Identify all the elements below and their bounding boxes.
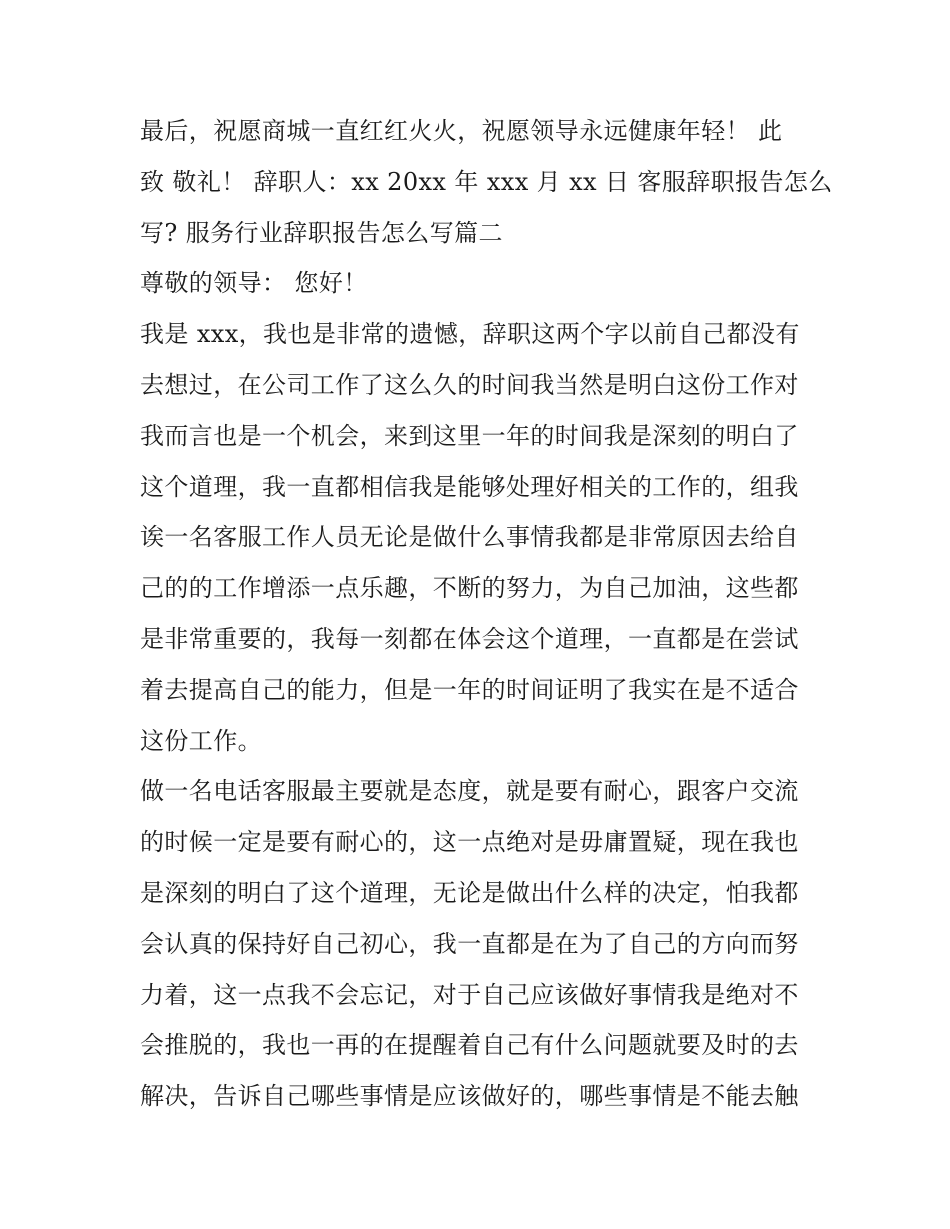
text-line: 的时候一定是要有耐心的，这一点绝对是毋庸置疑，现在我也 <box>140 828 799 857</box>
text-line: 是非常重要的，我每一刻都在体会这个道理，一直都是在尝试 <box>140 624 799 653</box>
text-line: 会认真的保持好自己初心，我一直都是在为了自己的方向而努 <box>140 929 799 958</box>
text-line: 诶一名客服工作人员无论是做什么事情我都是非常原因去给自 <box>140 523 799 552</box>
text-line: 我是 xxx，我也是非常的遗憾，辞职这两个字以前自己都没有 <box>140 320 800 349</box>
salutation-line: 尊敬的领导： 您好！ <box>140 269 368 298</box>
text-line: 会推脱的，我也一再的在提醒着自己有什么问题就要及时的去 <box>140 1031 799 1060</box>
text-line: 去想过，在公司工作了这么久的时间我当然是明白这份工作对 <box>140 370 799 399</box>
text-line: 这个道理，我一直都相信我是能够处理好相关的工作的，组我 <box>140 472 799 501</box>
text-line: 写? 服务行业辞职报告怎么写篇二 <box>140 218 503 247</box>
text-line: 着去提高自己的能力，但是一年的时间证明了我实在是不适合 <box>140 675 799 704</box>
text-line: 是深刻的明白了这个道理，无论是做出什么样的决定，怕我都 <box>140 878 799 907</box>
text-line: 己的的工作增添一点乐趣，不断的努力，为自己加油，这些都 <box>140 574 799 603</box>
text-line: 这份工作。 <box>140 726 262 755</box>
text-line: 做一名电话客服最主要就是态度，就是要有耐心，跟客户交流 <box>140 777 799 806</box>
text-line: 致 敬礼！ 辞职人：xx 20xx 年 xxx 月 xx 日 客服辞职报告怎么 <box>140 167 833 196</box>
text-line: 最后，祝愿商城一直红红火火，祝愿领导永远健康年轻！ 此 <box>140 117 783 145</box>
text-line: 我而言也是一个机会，来到这里一年的时间我是深刻的明白了 <box>140 421 799 450</box>
text-line: 力着，这一点我不会忘记，对于自己应该做好事情我是绝对不 <box>140 980 799 1009</box>
text-line: 解决，告诉自己哪些事情是应该做好的，哪些事情是不能去触 <box>140 1082 799 1111</box>
body-text <box>140 106 833 1122</box>
